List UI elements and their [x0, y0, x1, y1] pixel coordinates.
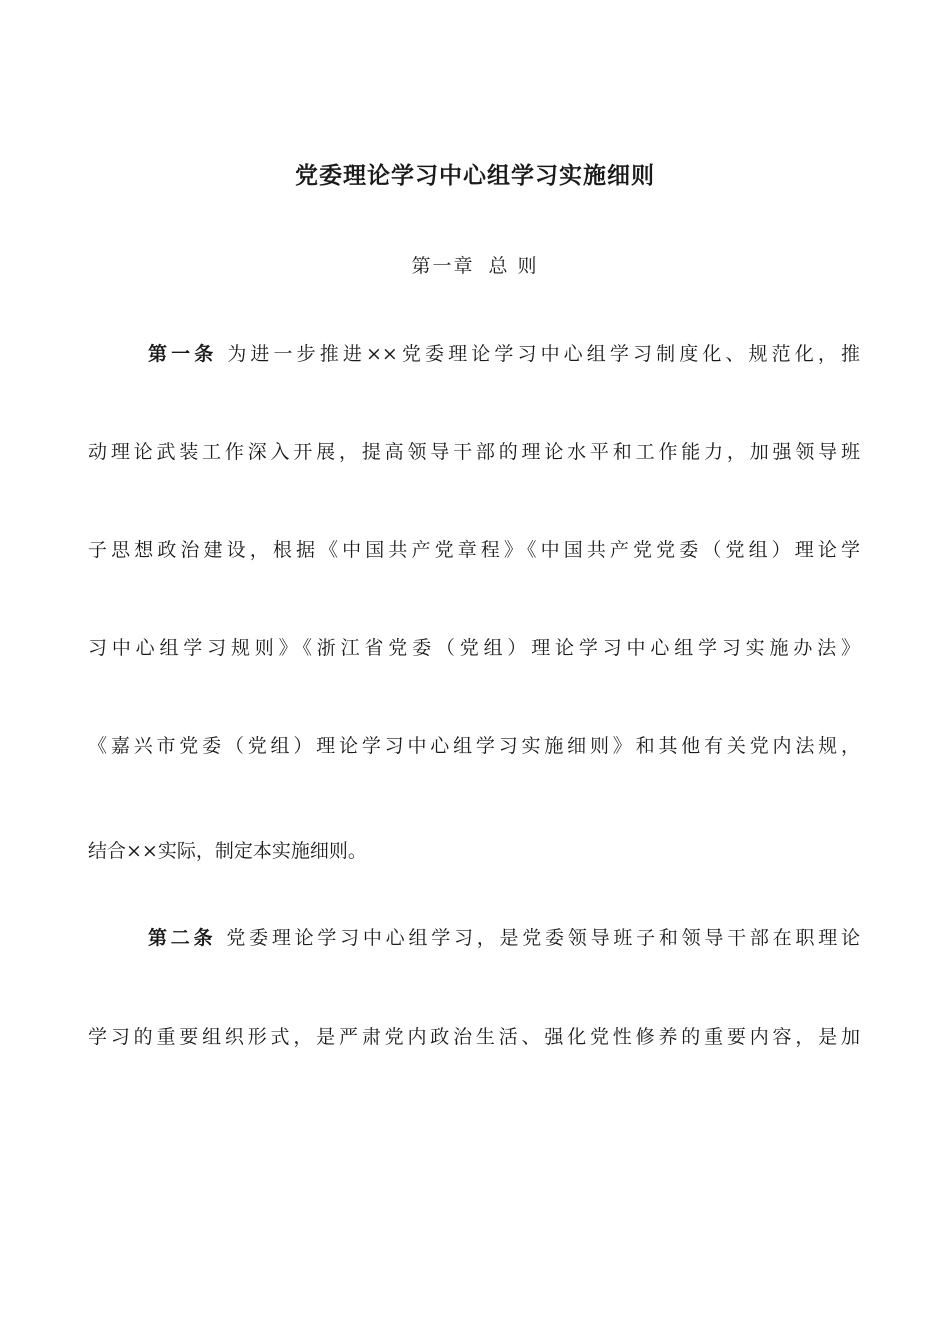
document-title: 党委理论学习中心组学习实施细则 [295, 162, 655, 189]
article-1-text: 为进一步推进××党委理论学习中心组学习制度化、规范化，推 [227, 343, 860, 365]
article-1-line-6: 结合××实际，制定本实施细则。 [88, 840, 367, 862]
article-1-line-3: 子思想政治建设，根据《中国共产党章程》《中国共产党党委（党组）理论学 [88, 539, 860, 561]
chapter-heading [0, 250, 950, 282]
article-2-line-2: 学习的重要组织形式，是严肃党内政治生活、强化党性修养的重要内容，是加 [88, 1026, 860, 1048]
article-2-text: 党委理论学习中心组学习，是党委领导班子和领导干部在职理论 [226, 927, 860, 949]
article-1-lead: 第一条 [148, 343, 218, 365]
article-2-lead: 第二条 [148, 927, 217, 949]
article-2-line-1 [148, 922, 860, 954]
article-1-line-4: 习中心组学习规则》《浙江省党委（党组）理论学习中心组学习实施办法》 [88, 637, 860, 659]
chapter-number: 第一章 [411, 255, 475, 277]
article-1-line-2: 动理论武装工作深入开展，提高领导干部的理论水平和工作能力，加强领导班 [88, 441, 860, 463]
chapter-name: 总 则 [488, 255, 539, 277]
article-1-line-5: 《嘉兴市党委（党组）理论学习中心组学习实施细则》和其他有关党内法规， [88, 735, 860, 757]
article-1-line-1 [148, 338, 860, 370]
